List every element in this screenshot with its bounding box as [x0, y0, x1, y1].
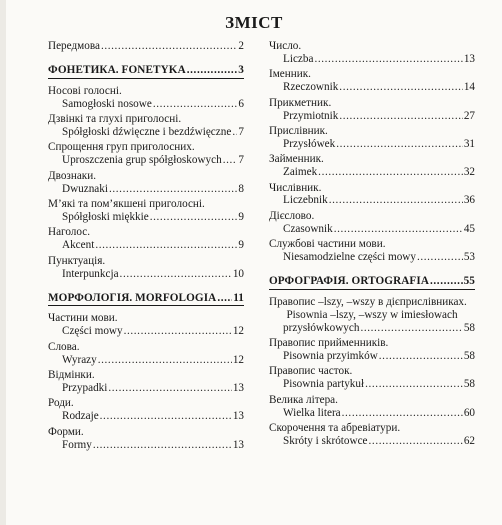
entry-label: Zaimek	[283, 166, 318, 179]
toc-entry	[269, 210, 475, 236]
section-underline	[269, 289, 475, 290]
entry-label: Spółgłoski dźwięczne i bezdźwięczne	[62, 126, 232, 139]
section-underline	[48, 78, 244, 79]
dot-leader	[318, 166, 463, 179]
entry-label: Interpunkcja	[62, 267, 119, 280]
toc-row	[48, 211, 244, 224]
dot-leader	[93, 439, 232, 452]
toc-row	[269, 251, 475, 264]
entry-label: Liczba	[283, 52, 314, 65]
dot-leader	[101, 40, 237, 53]
entry-label: Rodzaje	[62, 410, 99, 423]
dot-leader	[329, 194, 463, 207]
entry-label: Samogłoski nosowe	[62, 97, 152, 110]
page-number: 8	[238, 182, 244, 195]
page-number: 53	[463, 251, 475, 264]
ukrainian-title: Пунктуація.	[48, 254, 106, 267]
entry-label: Niesamodzielne części mowy	[283, 251, 416, 264]
toc-row	[48, 292, 244, 305]
toc-entry	[48, 198, 244, 224]
toc-entry	[48, 369, 244, 395]
page-number: 9	[238, 210, 244, 223]
toc-row	[269, 194, 475, 207]
toc-row	[48, 268, 244, 281]
ukrainian-title: Правопис часток.	[269, 365, 353, 378]
dot-leader	[360, 322, 462, 335]
toc-left-column	[48, 40, 244, 454]
entry-label: Formy	[62, 438, 92, 451]
ukrainian-title: Носові голосні.	[48, 84, 122, 97]
entry-label: Spółgłoski miękkie	[62, 210, 149, 223]
toc-row	[269, 81, 475, 94]
toc-right-column	[269, 40, 475, 450]
toc-section-heading	[269, 275, 475, 290]
page-number: 58	[463, 321, 475, 334]
toc-entry	[48, 341, 244, 367]
page-number: 7	[238, 154, 244, 167]
toc-row	[269, 53, 475, 66]
dot-leader	[217, 292, 232, 305]
ukrainian-title: Числівник.	[269, 181, 322, 194]
toc-row	[48, 183, 244, 196]
entry-label: Skróty i skrótowce	[283, 434, 368, 447]
ukrainian-title: Іменник.	[269, 68, 311, 81]
ukrainian-title: М’які та пом’якшені приголосні.	[48, 198, 205, 211]
toc-row	[48, 98, 244, 111]
ukrainian-title: Роди.	[48, 397, 74, 410]
dot-leader	[379, 350, 463, 363]
ukrainian-title: Число.	[269, 40, 302, 52]
page-number: 62	[463, 434, 475, 447]
toc-row	[269, 138, 475, 151]
page-number: 58	[463, 378, 475, 391]
entry-label: Przymiotnik	[283, 109, 339, 122]
toc-entry	[269, 97, 475, 123]
page-number: 60	[463, 406, 475, 419]
toc-entry	[48, 40, 244, 53]
dot-leader	[334, 223, 463, 236]
page-number: 7	[238, 126, 244, 139]
ukrainian-title: Дзвінкі та глухі приголосні.	[48, 113, 182, 126]
toc-entry	[48, 255, 244, 281]
toc-entry	[48, 426, 244, 452]
ukrainian-title: Дієслово.	[269, 209, 315, 222]
page-number: 13	[232, 438, 244, 451]
toc-row	[269, 350, 475, 363]
ukrainian-title: Частини мови.	[48, 312, 118, 325]
toc-row	[48, 40, 244, 53]
toc-section-heading	[48, 292, 244, 307]
page-number: 58	[463, 350, 475, 363]
dot-leader	[100, 410, 232, 423]
toc-row	[48, 154, 244, 167]
toc-entry	[48, 312, 244, 338]
dot-leader	[369, 435, 463, 448]
ukrainian-title: Велика літера.	[269, 393, 338, 406]
toc-row	[269, 435, 475, 448]
ukrainian-title: Скорочення та абревіатури.	[269, 422, 401, 435]
ukrainian-title: Займенник.	[269, 153, 324, 166]
toc-row	[48, 354, 244, 367]
toc-entry	[48, 226, 244, 252]
polish-title-line: Pisownia –lszy, –wszy w imiesłowach	[286, 308, 458, 321]
dot-leader	[95, 239, 237, 252]
ukrainian-title: Прислівник.	[269, 124, 328, 137]
toc-row	[48, 126, 244, 139]
dot-leader	[150, 211, 238, 224]
entry-label: ФОНЕТИКА. FONETYKA	[48, 63, 186, 76]
entry-label: Przysłówek	[283, 137, 336, 150]
entry-label: Передмова	[48, 40, 100, 52]
page-title: ЗМІСТ	[225, 13, 283, 32]
dot-leader	[430, 275, 463, 288]
toc-row	[48, 239, 244, 252]
dot-leader	[98, 354, 232, 367]
dot-leader	[314, 53, 462, 66]
entry-label: Uproszczenia grup spółgłoskowych	[62, 154, 222, 167]
entry-label: Części mowy	[62, 325, 123, 338]
entry-label: Czasownik	[283, 222, 333, 235]
toc-entry	[269, 125, 475, 151]
page-number: 27	[463, 109, 475, 122]
ukrainian-title: Відмінки.	[48, 369, 95, 382]
page-number: 9	[238, 239, 244, 252]
toc-entry	[48, 170, 244, 196]
ukrainian-title: Прикметник.	[269, 96, 332, 109]
entry-label: Pisownia partykuł	[283, 378, 365, 391]
entry-label: МОРФОЛОГІЯ. MORFOLOGIA	[48, 291, 217, 304]
page-number: 14	[463, 81, 475, 94]
page-number: 13	[232, 381, 244, 394]
toc-section-heading	[48, 64, 244, 79]
toc-row	[269, 223, 475, 236]
page-number: 13	[463, 52, 475, 65]
toc-entry	[269, 365, 475, 391]
ukrainian-title: Слова.	[48, 340, 80, 353]
entry-label: Pisownia przyimków	[283, 350, 378, 363]
dot-leader	[223, 154, 238, 167]
toc-row	[269, 378, 475, 391]
toc-row	[269, 166, 475, 179]
toc-row	[48, 325, 244, 338]
entry-label: ОРФОГРАФІЯ. ORTOGRAFIA	[269, 275, 429, 287]
dot-leader	[187, 64, 238, 77]
toc-row	[269, 110, 475, 123]
ukrainian-title: Правопис –lszy, –wszy в дієприслівниках.	[269, 295, 467, 308]
entry-label: Rzeczownik	[283, 81, 339, 94]
dot-leader	[365, 378, 463, 391]
entry-label: Wielka litera	[283, 406, 341, 419]
entry-label: Liczebnik	[283, 194, 328, 207]
dot-leader	[339, 81, 463, 94]
toc-entry	[269, 422, 475, 448]
ukrainian-title: Спрощення груп приголосних.	[48, 141, 195, 154]
toc-row	[269, 275, 475, 288]
ukrainian-title: Службові частини мови.	[269, 238, 386, 251]
page-number: 11	[233, 291, 244, 304]
entry-label: przysłówkowych	[283, 321, 360, 334]
ukrainian-title: Двознаки.	[48, 169, 97, 182]
section-underline	[48, 305, 244, 306]
toc-row	[48, 382, 244, 395]
dot-leader	[342, 407, 463, 420]
toc-entry	[48, 141, 244, 167]
dot-leader	[232, 126, 237, 139]
dot-leader	[339, 110, 462, 123]
toc-entry	[269, 296, 475, 335]
entry-label: Dwuznaki	[62, 182, 108, 195]
toc-entry	[269, 337, 475, 363]
page-number: 36	[463, 194, 475, 207]
dot-leader	[124, 325, 232, 338]
toc-entry	[269, 68, 475, 94]
page-number: 13	[232, 410, 244, 423]
ukrainian-title: Правопис прийменників.	[269, 337, 389, 350]
entry-label: Akcent	[62, 239, 95, 252]
dot-leader	[108, 382, 231, 395]
page-number: 6	[238, 97, 244, 110]
toc-entry	[48, 397, 244, 423]
dot-leader	[417, 251, 463, 264]
toc-entry	[269, 238, 475, 264]
dot-leader	[109, 183, 237, 196]
dot-leader	[153, 98, 238, 111]
entry-label: Przypadki	[62, 381, 108, 394]
page-number: 45	[463, 222, 475, 235]
toc-entry	[48, 85, 244, 111]
toc-row	[48, 64, 244, 77]
book-page	[6, 0, 502, 525]
page-number: 12	[232, 325, 244, 338]
page-number: 32	[463, 166, 475, 179]
ukrainian-title: Наголос.	[48, 226, 91, 239]
dot-leader	[120, 268, 232, 281]
toc-row	[48, 410, 244, 423]
page-number: 31	[463, 137, 475, 150]
page-number: 3	[238, 63, 244, 76]
entry-label: Wyrazy	[62, 353, 97, 366]
toc-entry	[269, 394, 475, 420]
toc-row	[48, 439, 244, 452]
ukrainian-title: Форми.	[48, 425, 84, 438]
toc-entry	[269, 40, 475, 66]
page-number: 55	[463, 275, 475, 287]
toc-row	[269, 322, 475, 335]
toc-entry	[48, 113, 244, 139]
toc-row	[269, 407, 475, 420]
dot-leader	[336, 138, 463, 151]
toc-entry	[269, 182, 475, 208]
page-number: 2	[238, 40, 244, 52]
page-number: 10	[232, 267, 244, 280]
page-number: 12	[232, 353, 244, 366]
toc-entry	[269, 153, 475, 179]
